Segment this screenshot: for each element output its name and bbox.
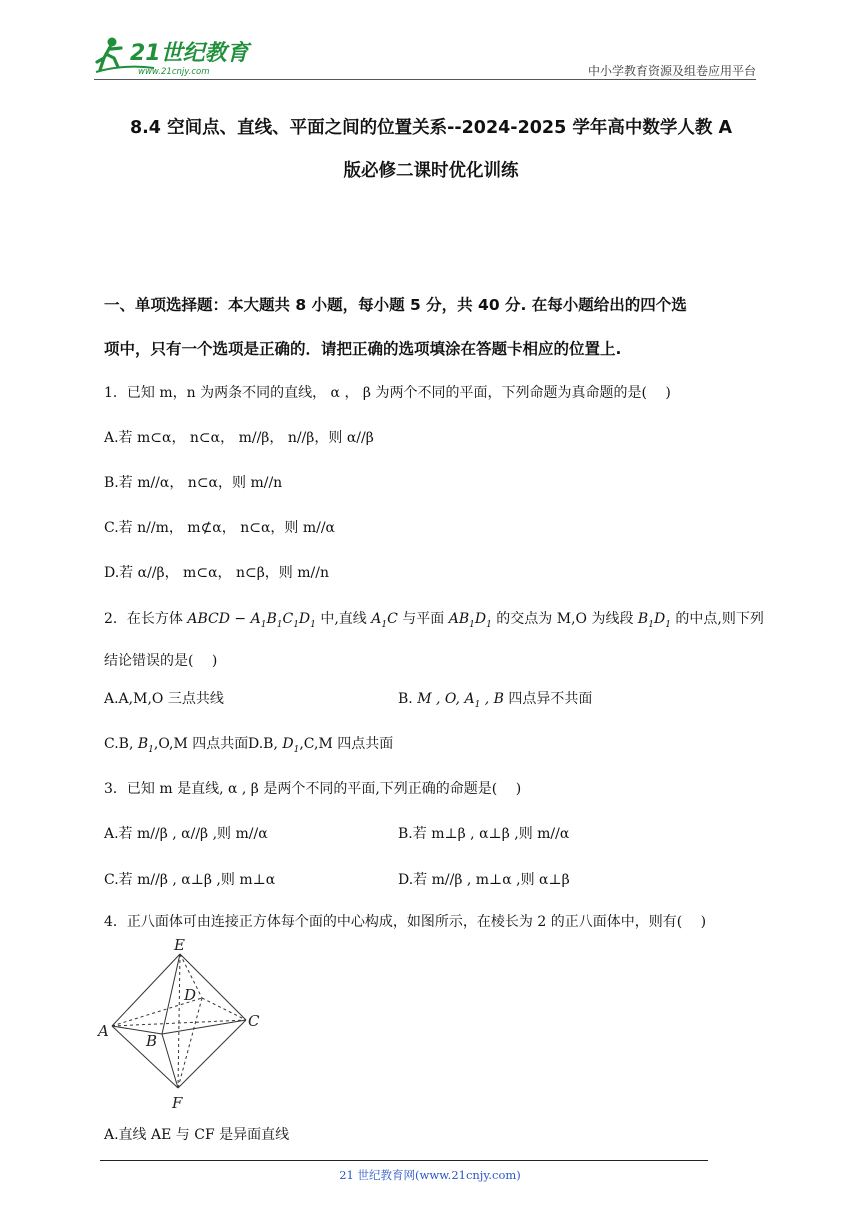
q1-stem: 1．已知 m，n 为两条不同的直线， α ， β 为两个不同的平面，下列命题为真命题的是( ) [104,385,671,401]
vertex-label-a: A [98,1022,109,1040]
q2-option-d: D.B, $D_1,C,M$ 四点共面 [248,736,394,755]
vertex-label-b: B [146,1032,158,1050]
footer-link[interactable]: 21 世纪教育网(www.21cnjy.com) [339,1168,521,1182]
section-heading-line2: 项中，只有一个选项是正确的．请把正确的选项填涂在答题卡相应的位置上. [104,340,622,358]
vertex-label-f: F [172,1094,183,1112]
header-rule [94,79,756,80]
vertex-label-c: C [248,1012,260,1030]
vertex-label-e: E [174,936,185,954]
section-heading-line1: 一、单项选择题：本大题共 8 小题，每小题 5 分，共 40 分. 在每小题给出的四个选 [104,296,687,314]
q1-option-a: A.若 m⊂α， n⊂α， m//β， n//β，则 α//β [104,430,374,446]
logo-text: 21世纪教育 [130,41,249,66]
q3-option-c: C.若 m//β , α⊥β ,则 m⊥α [104,872,276,888]
logo-url: www.21cnjy.com [138,67,210,77]
q1-option-d: D.若 α//β， m⊂α， n⊂β，则 m//n [104,565,329,581]
q3-option-b: B.若 m⊥β , α⊥β ,则 m//α [398,826,570,842]
q3-option-d: D.若 m//β , m⊥α ,则 α⊥β [398,872,570,888]
site-logo [94,34,259,78]
q1-option-b: B.若 m//α， n⊂α，则 m//n [104,475,283,491]
q2-stem-line2: 结论错误的是( ) [104,653,218,669]
doc-title-line2: 版必修二课时优化训练 [343,161,519,181]
q4-option-a: A.直线 AE 与 CF 是异面直线 [104,1127,290,1143]
q2-stem: 2．在长方体 ABCD − $A_1B_1C_1D_1$ 中,直线 $A_1C$ 与平面 $AB_1D_1$ 的交点为 M,O 为线段 $B_1D_1$ 的中点,则下列 [104,611,764,630]
q2-option-c: C.B, $B_1,O,M$ 四点共面 [104,736,249,755]
q3-stem: 3．已知 m 是直线, α , β 是两个不同的平面,下列正确的命题是( ) [104,781,522,797]
octahedron-figure [96,934,276,1114]
q1-option-c: C.若 n//m， m⊄α， n⊂α，则 m//α [104,520,336,536]
vertex-label-d: D [184,986,197,1004]
doc-title-line1: 8.4 空间点、直线、平面之间的位置关系--2024-2025 学年高中数学人教 A [129,118,733,138]
q3-option-a: A.若 m//β , α//β ,则 m//α [104,826,268,842]
q4-stem: 4．正八面体可由连接正方体每个面的中心构成，如图所示，在棱长为 2 的正八面体中，则有( ) [104,914,707,930]
footer-rule [100,1160,708,1161]
q2-option-a: A.A,M,O 三点共线 [104,691,224,707]
q2-option-b: B. M , O, $A_1$ , B 四点异不共面 [398,691,593,710]
platform-name: 中小学教育资源及组卷应用平台 [587,64,756,78]
